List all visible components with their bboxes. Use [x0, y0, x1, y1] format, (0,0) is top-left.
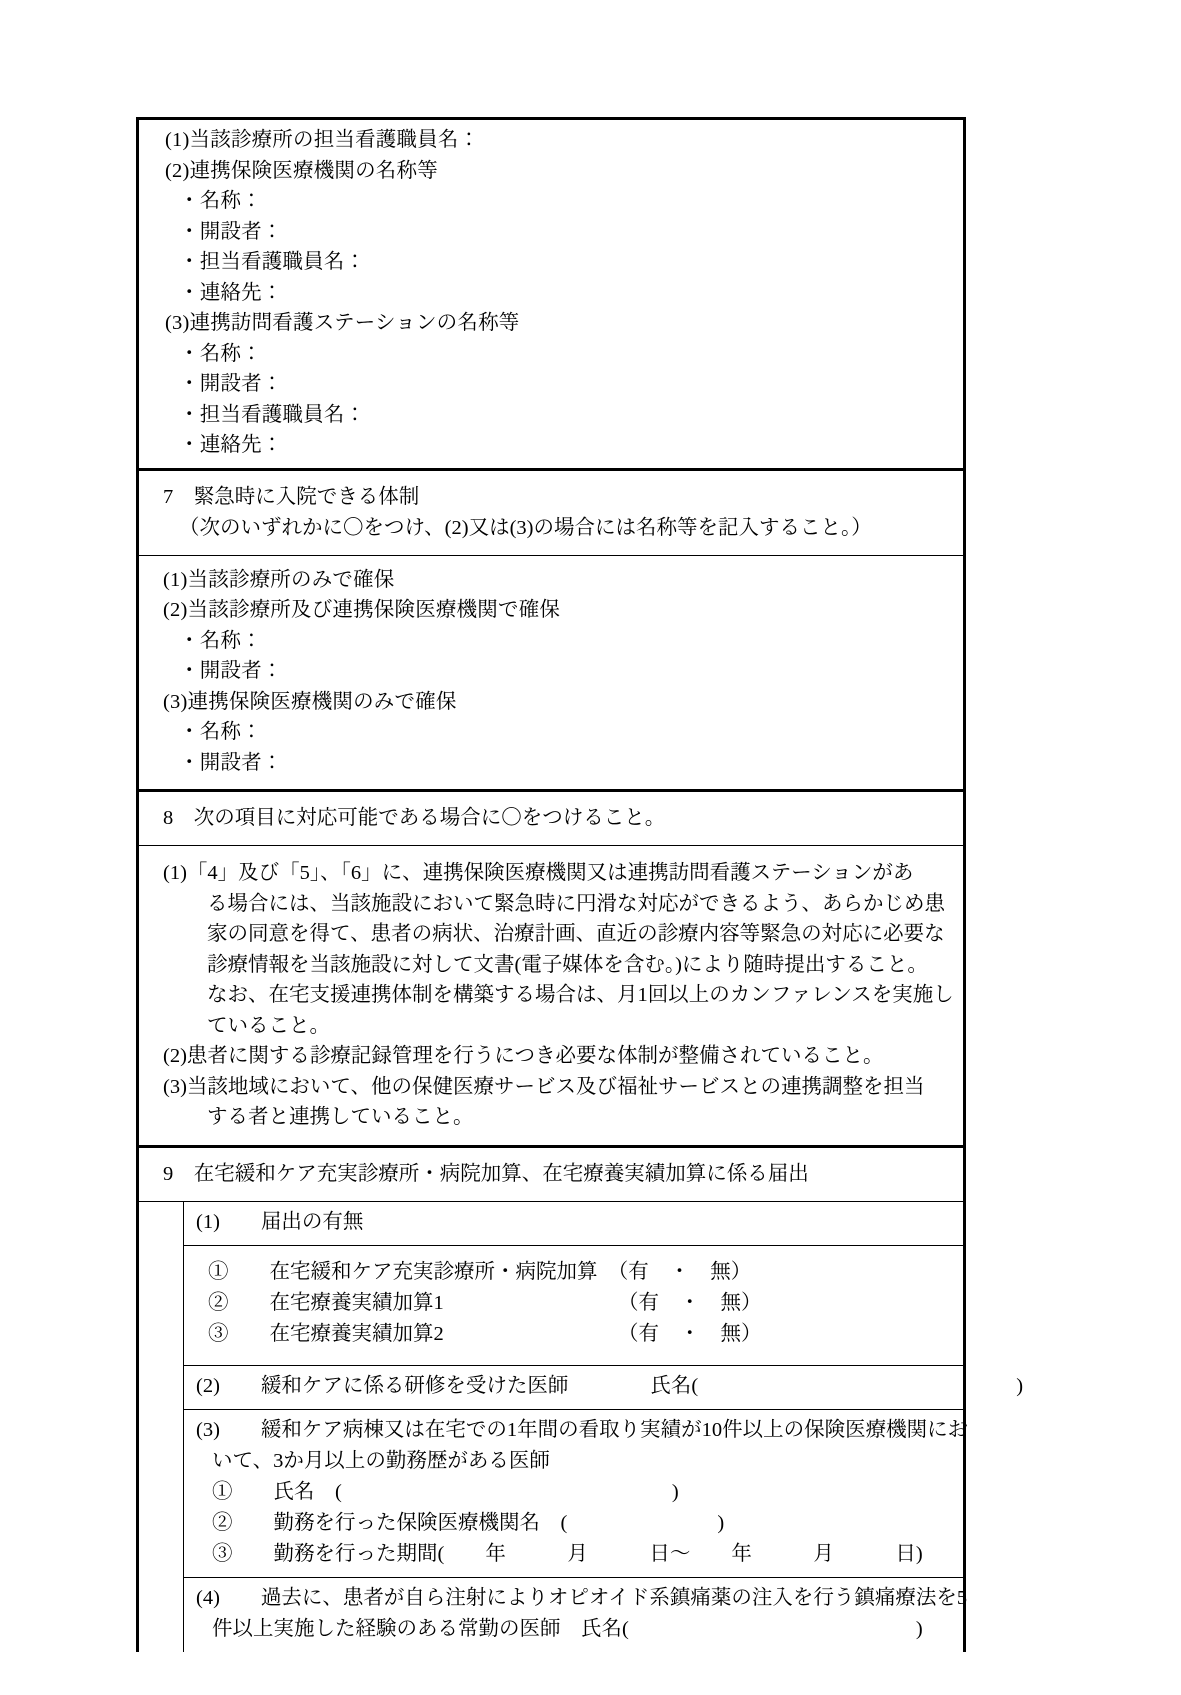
- item6-line-1: (1)当該診療所の担当看護職員名：: [165, 129, 480, 151]
- item8-item-1-line-6: ていること。: [207, 1014, 330, 1037]
- item9-heading-content: [139, 1148, 963, 1201]
- item6-line-8: ・名称：: [179, 342, 262, 365]
- block-item8-heading: [139, 792, 963, 846]
- item9-sub3-line-2: いて、3か月以上の勤務歴がある医師: [212, 1449, 550, 1472]
- item8-item-3-text-1: 当該地域において、他の保健医療サービス及び福祉サービスとの連携調整を担当: [186, 1075, 925, 1098]
- item9-subtable: [183, 1202, 1024, 1652]
- item6-line-3: ・名称：: [179, 190, 262, 212]
- item8-item-2-marker: (2): [163, 1045, 187, 1067]
- item9-sub3-field-1-label: 氏名 (: [273, 1480, 342, 1503]
- item9-sub3-text-1: 緩和ケア病棟又は在宅での1年間の看取り実績が10件以上の保険医療機関にお: [260, 1418, 969, 1441]
- item7-title-row: [163, 482, 953, 513]
- block-item8-body: [139, 846, 963, 1148]
- item9-sub3-field-3[interactable]: [196, 1539, 955, 1570]
- item7-option-1[interactable]: (1)当該診療所のみで確保: [163, 568, 395, 591]
- item8-item-3-marker: (3): [163, 1075, 187, 1098]
- item7-option-3-name: ・名称：: [179, 721, 262, 743]
- item9-sub3-row: [184, 1410, 969, 1578]
- item9-sub2-row: [184, 1366, 1024, 1410]
- item9-sub4-row: [184, 1578, 968, 1652]
- item9-sub2-field-close: ): [1016, 1374, 1024, 1397]
- item9-sub1-marker: (1): [196, 1210, 220, 1233]
- item9-number: 9: [163, 1162, 174, 1185]
- item9-sub1-choice-3-label: 在宅療養実績加算2: [269, 1322, 444, 1345]
- item9-sub3-field-2[interactable]: [196, 1508, 955, 1539]
- item9-sub1-choice-2-marker: ②: [208, 1291, 229, 1314]
- item6-line-11: ・連絡先：: [179, 434, 283, 456]
- item8-title: 次の項目に対応可能である場合に〇をつけること。: [193, 807, 666, 829]
- item7-options-content: [139, 556, 963, 790]
- item6-line-9: ・開設者：: [179, 373, 283, 395]
- item7-option-2-name: ・名称：: [179, 629, 262, 652]
- block-item9-heading: [139, 1148, 963, 1202]
- item8-item-1-text-1: 「4」及び「5」、「6」に、連携保険医療機関又は連携訪問看護ステーションがあ: [186, 862, 914, 884]
- item6-line-6: ・連絡先：: [179, 281, 283, 304]
- item7-note: （次のいずれかに〇をつけ、(2)又は(3)の場合には名称等を記入すること。）: [179, 516, 872, 539]
- item9-sub1-choice-1[interactable]: [208, 1257, 947, 1288]
- item9-sub1-label: 届出の有無: [260, 1210, 364, 1233]
- item8-item-3-line-1: [163, 1072, 951, 1103]
- item9-sub2-text: 緩和ケアに係る研修を受けた医師: [260, 1374, 569, 1397]
- item9-sub1-choices: [196, 1251, 955, 1358]
- item7-title: 緊急時に入院できる体制: [193, 485, 420, 508]
- item8-item-1-line-5: なお、在宅支援連携体制を構築する場合は、月1回以上のカンファレンスを実施し: [207, 984, 954, 1006]
- item9-sub3-field-3-label[interactable]: 勤務を行った期間( 年 月 日～ 年 月 日): [273, 1542, 923, 1565]
- item9-title: 在宅緩和ケア充実診療所・病院加算、在宅療養実績加算に係る届出: [193, 1162, 809, 1185]
- item6-line-5: ・担当看護職員名：: [179, 251, 366, 273]
- item9-sub1-choice-3-marker: ③: [208, 1322, 229, 1345]
- item9-sub3-field-1-close: ): [671, 1480, 679, 1503]
- item9-sub1-choice-3[interactable]: [208, 1319, 947, 1350]
- item9-sub1-choice-2-label: 在宅療養実績加算1: [269, 1291, 444, 1314]
- item9-sub2-field-label: 氏名(: [650, 1374, 699, 1397]
- item8-item-1[interactable]: [163, 858, 954, 1041]
- block-item7-options: [139, 556, 963, 793]
- item9-sub1-choice-3-options[interactable]: （有 ・ 無）: [628, 1322, 762, 1345]
- item8-item-3-line-2: する者と連携していること。: [207, 1106, 474, 1128]
- item7-number: 7: [163, 485, 174, 508]
- form-table: [136, 117, 1024, 1652]
- item9-sub1-choice-1-options[interactable]: （有 ・ 無）: [618, 1260, 752, 1283]
- item8-item-1-marker: (1): [163, 862, 187, 884]
- item9-sub4-text-1: 過去に、患者が自ら注射によりオピオイド系鎮痛薬の注入を行う鎮痛療法を5: [260, 1586, 968, 1609]
- item8-body-content: [139, 846, 963, 1145]
- item9-sub3-field-2-label: 勤務を行った保険医療機関名 (: [273, 1511, 568, 1534]
- item9-sub3-field-2-marker: ②: [212, 1511, 233, 1534]
- item8-item-2[interactable]: [163, 1041, 951, 1072]
- item9-sub3-marker: (3): [196, 1418, 220, 1441]
- item8-item-1-line-2: る場合には、当該施設において緊急時に円滑な対応ができるよう、あらかじめ患: [207, 892, 945, 915]
- item9-sub1-label-row: [184, 1202, 963, 1246]
- item9-sub1-choice-1-label: 在宅緩和ケア充実診療所・病院加算: [269, 1260, 598, 1283]
- item8-item-3[interactable]: [163, 1072, 951, 1133]
- item8-title-row: [163, 803, 953, 834]
- item9-sub2-marker: (2): [196, 1374, 220, 1397]
- item8-item-1-line-3: 家の同意を得て、患者の病状、治療計画、直近の診療内容等緊急の対応に必要な: [207, 923, 945, 945]
- item8-item-2-line-1: [163, 1041, 951, 1072]
- item8-item-1-line-4: 診療情報を当該施設に対して文書(電子媒体を含む。)により随時提出すること。: [207, 953, 928, 976]
- item6-line-7: (3)連携訪問看護ステーションの名称等: [165, 312, 520, 334]
- item9-sub3-field-1[interactable]: [196, 1477, 955, 1508]
- item9-sub3-field-2-close: ): [717, 1511, 725, 1534]
- item9-sub1-label-line: [196, 1207, 955, 1238]
- item7-option-2[interactable]: (2)当該診療所及び連携保険医療機関で確保: [163, 599, 561, 621]
- block-item9-body: [139, 1202, 1024, 1652]
- item9-sub1-choices-row: [184, 1246, 963, 1366]
- item7-option-3[interactable]: (3)連携保険医療機関のみで確保: [163, 690, 457, 713]
- item9-sub3-line-1: [196, 1415, 969, 1446]
- item8-item-1-line-1: [163, 858, 951, 889]
- item7-heading-content: [139, 471, 963, 555]
- item8-number: 8: [163, 807, 174, 829]
- item9-sub1-choice-2[interactable]: [208, 1288, 947, 1319]
- item9-sub3-field-3-marker: ③: [212, 1542, 233, 1565]
- item8-heading-content: [139, 792, 963, 845]
- item6-line-2: (2)連携保険医療機関の名称等: [165, 159, 438, 182]
- item9-sub4-line-1: [196, 1583, 968, 1614]
- item6-line-10: ・担当看護職員名：: [179, 403, 366, 426]
- item6-line-4: ・開設者：: [179, 220, 283, 243]
- item8-item-2-text-1: 患者に関する診療記録管理を行うにつき必要な体制が整備されていること。: [186, 1045, 884, 1067]
- item9-title-row: [163, 1159, 953, 1190]
- block-item7-heading: [139, 471, 963, 556]
- item6-content: [139, 120, 963, 468]
- item7-option-2-founder: ・開設者：: [179, 660, 283, 682]
- item9-sub4-line-2[interactable]: 件以上実施した経験のある常勤の医師 氏名( ): [212, 1617, 923, 1640]
- item9-sub2-line: [196, 1371, 1024, 1402]
- item9-sub1-choice-2-options[interactable]: （有 ・ 無）: [628, 1291, 762, 1314]
- item7-option-3-founder: ・開設者：: [179, 751, 283, 774]
- block-item6-continued: [139, 120, 963, 471]
- item9-sub4-marker: (4): [196, 1586, 220, 1609]
- item9-sub3-field-1-marker: ①: [212, 1480, 233, 1503]
- item9-sub1-choice-1-marker: ①: [208, 1260, 229, 1283]
